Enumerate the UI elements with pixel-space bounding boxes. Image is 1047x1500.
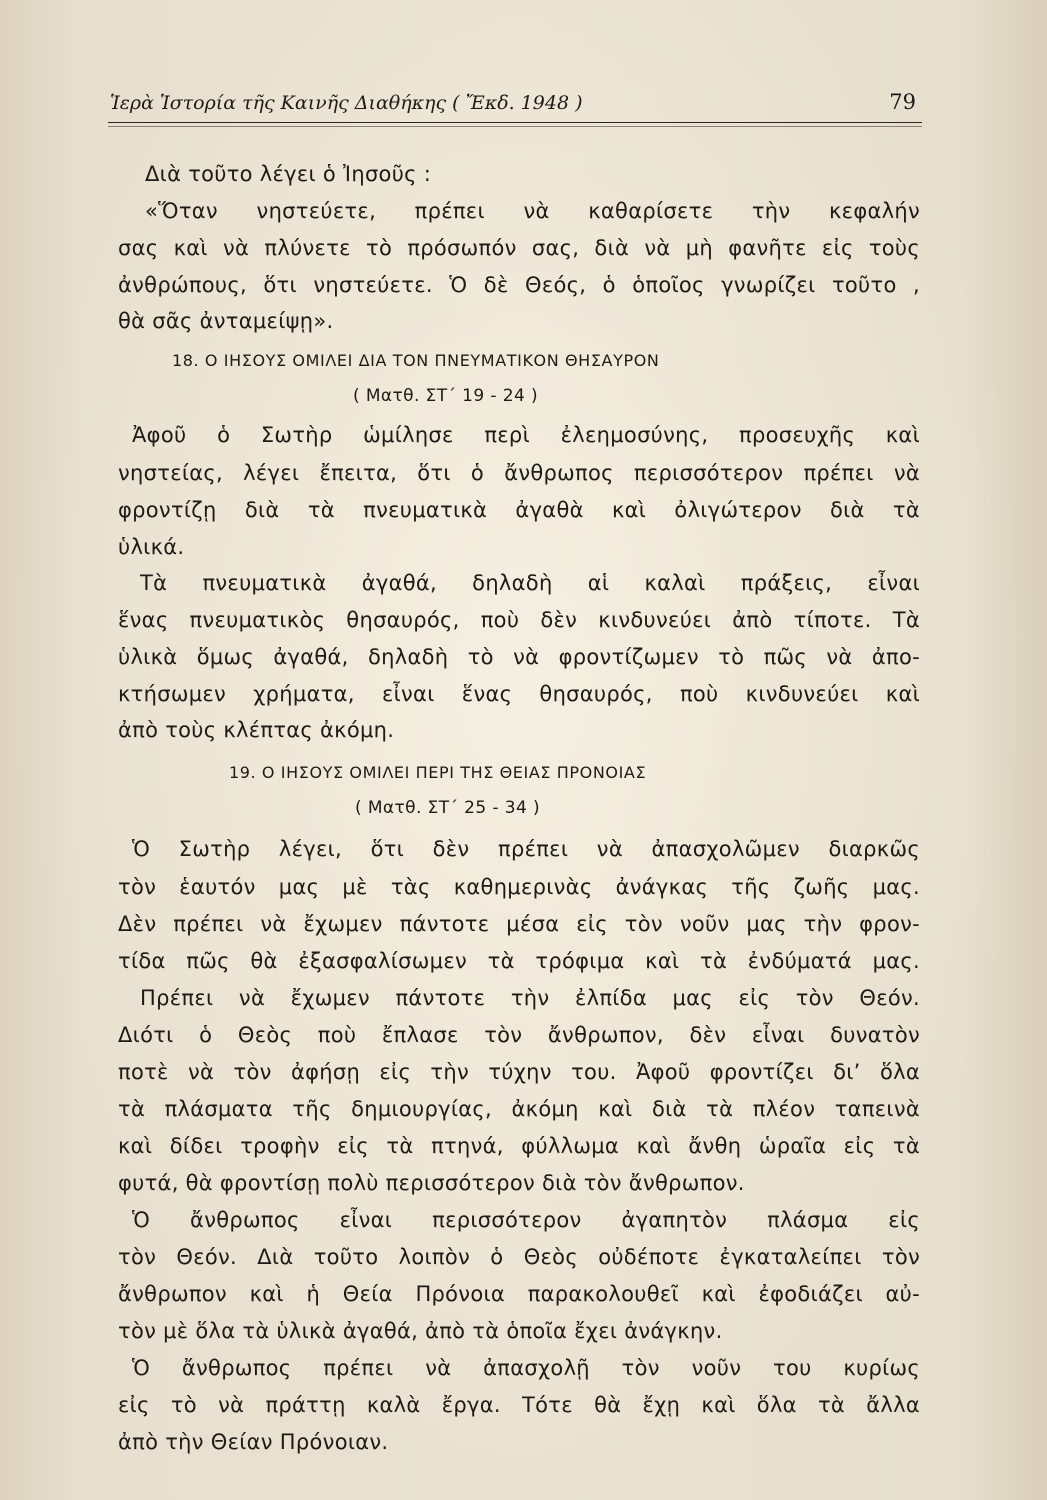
scripture-reference-18: ( Ματθ. ΣΤ΄ 19 - 24 )	[353, 386, 539, 406]
text-line: ἀπὸ τὴν Θείαν Πρόνοιαν.	[118, 1430, 389, 1454]
text-line: ποτὲ νὰ τὸν ἀφήσῃ εἰς τὴν τύχην του. Ἀφοῦ φροντίζει δι’ ὅλα	[118, 1060, 920, 1084]
text-line: τὰ πλάσματα τῆς δημιουργίας, ἀκόμη καὶ διὰ τὰ πλέον ταπεινὰ	[118, 1097, 920, 1121]
text-line: ἄνθρωπον καὶ ἡ Θεία Πρόνοια παρακολουθεῖ καὶ ἐφοδιάζει αὐ-	[118, 1282, 920, 1306]
section-heading-19: 19. Ο ΙΗΣΟΥΣ ΟΜΙΛΕΙ ΠΕΡΙ ΤΗΣ ΘΕΙΑΣ ΠΡΟΝΟΙΑΣ	[229, 763, 647, 782]
text-line: ὑλικά.	[118, 535, 185, 559]
text-line: Διότι ὁ Θεὸς ποὺ ἔπλασε τὸν ἄνθρωπον, δὲν εἶναι δυνατὸν	[118, 1023, 920, 1047]
text-line: Τὰ πνευματικὰ ἀγαθά, δηλαδὴ αἱ καλαὶ πράξεις, εἶναι	[140, 571, 920, 595]
text-line: Δὲν πρέπει νὰ ἔχωμεν πάντοτε μέσα εἰς τὸν νοῦν μας τὴν φρον-	[118, 912, 920, 936]
text-line: εἰς τὸ νὰ πράττῃ καλὰ ἔργα. Τότε θὰ ἔχῃ καὶ ὅλα τὰ ἄλλα	[118, 1393, 920, 1417]
text-line: ἕνας πνευματικὸς θησαυρός, ποὺ δὲν κινδυνεύει ἀπὸ τίποτε. Τὰ	[118, 608, 920, 632]
text-line: Ὁ Σωτὴρ λέγει, ὅτι δὲν πρέπει νὰ ἀπασχολῶμεν διαρκῶς	[132, 837, 920, 861]
text-line: Ἀφοῦ ὁ Σωτὴρ ὡμίλησε περὶ ἐλεημοσύνης, προσευχῆς καὶ	[132, 423, 920, 447]
text-line: Πρέπει νὰ ἔχωμεν πάντοτε τὴν ἐλπίδα μας εἰς τὸν Θεόν.	[140, 986, 920, 1010]
text-line: κτήσωμεν χρήματα, εἶναι ἕνας θησαυρός, ποὺ κινδυνεύει καὶ	[118, 682, 920, 706]
text-line: τίδα πῶς θὰ ἐξασφαλίσωμεν τὰ τρόφιμα καὶ τὰ ἐνδύματά μας.	[118, 949, 920, 973]
text-line: θὰ σᾶς ἀνταμείψῃ».	[118, 309, 334, 333]
text-line: ὑλικὰ ὅμως ἀγαθά, δηλαδὴ τὸ νὰ φροντίζωμεν τὸ πῶς νὰ ἀπο-	[118, 645, 920, 669]
page-number: 79	[889, 90, 916, 114]
text-line: Ὁ ἄνθρωπος πρέπει νὰ ἀπασχολῇ τὸν νοῦν του κυρίως	[132, 1356, 920, 1380]
header-title: Ἱερὰ Ἱστορία τῆς Καινῆς Διαθήκης ( Ἔκδ. 1948 )	[110, 92, 583, 114]
text-line: τὸν ἑαυτόν μας μὲ τὰς καθημερινὰς ἀνάγκας τῆς ζωῆς μας.	[118, 875, 920, 899]
text-line: ἀπὸ τοὺς κλέπτας ἀκόμη.	[118, 718, 395, 742]
running-header	[108, 92, 920, 122]
text-line: καὶ δίδει τροφὴν εἰς τὰ πτηνά, φύλλωμα καὶ ἄνθη ὡραῖα εἰς τὰ	[118, 1134, 920, 1158]
section-heading-18: 18. Ο ΙΗΣΟΥΣ ΟΜΙΛΕΙ ΔΙΑ ΤΟΝ ΠΝΕΥΜΑΤΙΚΟΝ ΘΗΣΑΥΡΟΝ	[172, 351, 660, 370]
text-line: φυτά, θὰ φροντίσῃ πολὺ περισσότερον διὰ τὸν ἄνθρωπον.	[118, 1171, 745, 1195]
text-line: «Ὅταν νηστεύετε, πρέπει νὰ καθαρίσετε τὴν κεφαλήν	[145, 199, 920, 223]
text-line: σας καὶ νὰ πλύνετε τὸ πρόσωπόν σας, διὰ νὰ μὴ φανῆτε εἰς τοὺς	[118, 236, 920, 260]
text-line: τὸν Θεόν. Διὰ τοῦτο λοιπὸν ὁ Θεὸς οὐδέποτε ἐγκαταλείπει τὸν	[118, 1245, 920, 1269]
text-line: φροντίζῃ διὰ τὰ πνευματικὰ ἀγαθὰ καὶ ὀλιγώτερον διὰ τὰ	[118, 498, 920, 522]
text-line: τὸν μὲ ὅλα τὰ ὑλικὰ ἀγαθά, ἀπὸ τὰ ὁποῖα ἔχει ἀνάγκην.	[118, 1319, 723, 1343]
text-line: νηστείας, λέγει ἔπειτα, ὅτι ὁ ἄνθρωπος περισσότερον πρέπει νὰ	[118, 461, 920, 485]
header-rule	[108, 122, 922, 123]
header-rule-shadow	[108, 126, 922, 127]
text-line: Διὰ τοῦτο λέγει ὁ Ἰησοῦς :	[145, 162, 432, 186]
text-line: Ὁ ἄνθρωπος εἶναι περισσότερον ἀγαπητὸν πλάσμα εἰς	[132, 1208, 920, 1232]
scripture-reference-19: ( Ματθ. ΣΤ΄ 25 - 34 )	[355, 798, 541, 818]
text-line: ἀνθρώπους, ὅτι νηστεύετε. Ὁ δὲ Θεός, ὁ ὁποῖος γνωρίζει τοῦτο ,	[118, 273, 920, 297]
